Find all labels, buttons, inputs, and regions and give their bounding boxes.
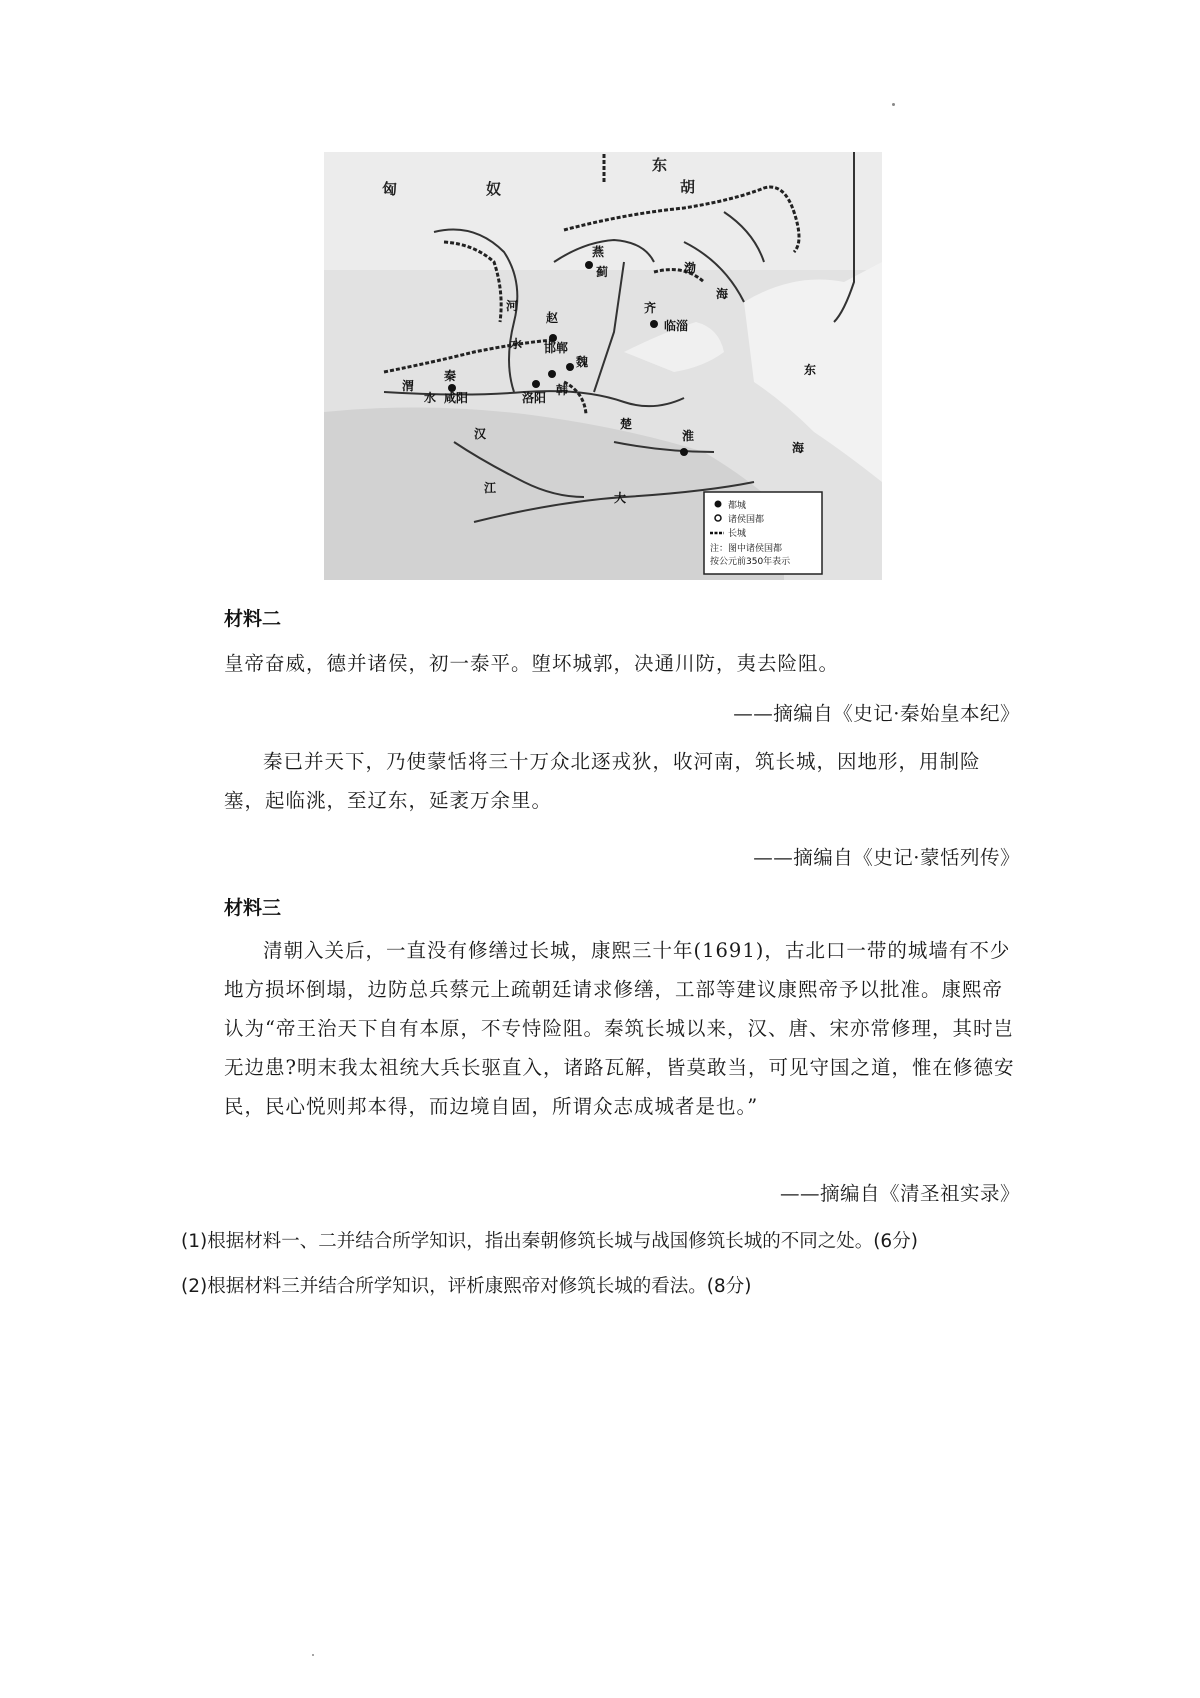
scan-speck (892, 103, 895, 106)
material2-text2: 秦已并天下，乃使蒙恬将三十万众北逐戎狄，收河南，筑长城，因地形，用制险塞，起临洮，至辽东，延袤万余里。 (224, 750, 981, 812)
legend-major-city: 诸侯国都 (728, 515, 765, 525)
map-label-han: 汉 (474, 427, 487, 441)
question-1: (1)根据材料一、二并结合所学知识，指出秦朝修筑长城与战国修筑长城的不同之处。(6分) (181, 1231, 918, 1252)
map-label-donghu-2: 胡 (680, 178, 696, 196)
map-legend (704, 492, 822, 574)
map-label-bohai: 渤 (684, 261, 697, 275)
map-label-donghu-1: 东 (652, 156, 668, 174)
map-label-he-2: 水 (510, 337, 523, 351)
map-label-hai2: 海 (792, 441, 805, 455)
material2-source2: ——摘编自《史记·蒙恬列传》 (753, 846, 1020, 869)
map-label-chu: 楚 (620, 417, 633, 431)
map-label-yan: 燕 (592, 245, 605, 259)
material3-source: ——摘编自《清圣祖实录》 (779, 1182, 1020, 1205)
map-label-he-1: 河 (506, 299, 519, 313)
warring-states-wall-map (324, 152, 882, 580)
material3-text: 清朝入关后，一直没有修缮过长城，康熙三十年(1691)，古北口一带的城墙有不少地方损坏倒塌，边防总兵蔡元上疏朝廷请求修缮，工部等建议康熙帝予以批准。康熙帝认为“帝王治天下自有本原，不专恃险阻。秦筑长城以来，汉、唐、宋亦常修理，其时岂无边患?明末我太祖统大兵长驱直入，诸路瓦解，皆莫敢当，可见守国之道，惟在修德安民，民心悦则邦本得，而边境自固，所谓众志成城者是也。” (224, 939, 1015, 1118)
map-label-qin: 秦 (444, 369, 457, 383)
map-label-qi: 齐 (644, 301, 657, 315)
map-label-linzi: 临淄 (664, 319, 689, 333)
material2-title: 材料二 (224, 608, 282, 630)
legend-note-1: 注：图中诸侯国都 (710, 544, 783, 554)
map-label-wei2: 魏 (576, 355, 589, 369)
map-label-zhao: 赵 (546, 311, 559, 325)
scan-speck (312, 1654, 314, 1656)
map-label-shui: 水 (424, 391, 437, 405)
map-label-xiongnu-2: 奴 (486, 180, 502, 198)
map-label-dong: 东 (804, 363, 817, 377)
legend-capital: 都城 (728, 501, 747, 511)
material2-source1: ——摘编自《史记·秦始皇本纪》 (733, 702, 1020, 725)
legend-wall: 长城 (728, 529, 747, 539)
map-label-handan: 邯郸 (544, 341, 569, 355)
map-label-luoyang: 洛阳 (522, 391, 547, 405)
map-label-han2: 韩 (556, 383, 569, 397)
material3-title: 材料三 (224, 897, 282, 919)
question-2: (2)根据材料三并结合所学知识，评析康熙帝对修筑长城的看法。(8分) (181, 1276, 752, 1297)
map-label-hai: 海 (716, 287, 729, 301)
material2-text1: 皇帝奋威，德并诸侯，初一泰平。堕坏城郭，决通川防，夷去险阻。 (224, 652, 840, 675)
map-label-huai: 淮 (682, 429, 695, 443)
map-label-da: 大 (614, 491, 627, 505)
map-svg (324, 152, 882, 580)
legend-note-2: 按公元前350年表示 (710, 557, 791, 567)
map-label-xiongnu-1: 匈 (382, 180, 398, 198)
map-label-jicheng: 蓟 (596, 265, 609, 279)
map-label-xianyang: 咸阳 (444, 391, 469, 405)
map-label-jiang: 江 (484, 481, 497, 495)
map-label-wei: 渭 (402, 379, 415, 393)
